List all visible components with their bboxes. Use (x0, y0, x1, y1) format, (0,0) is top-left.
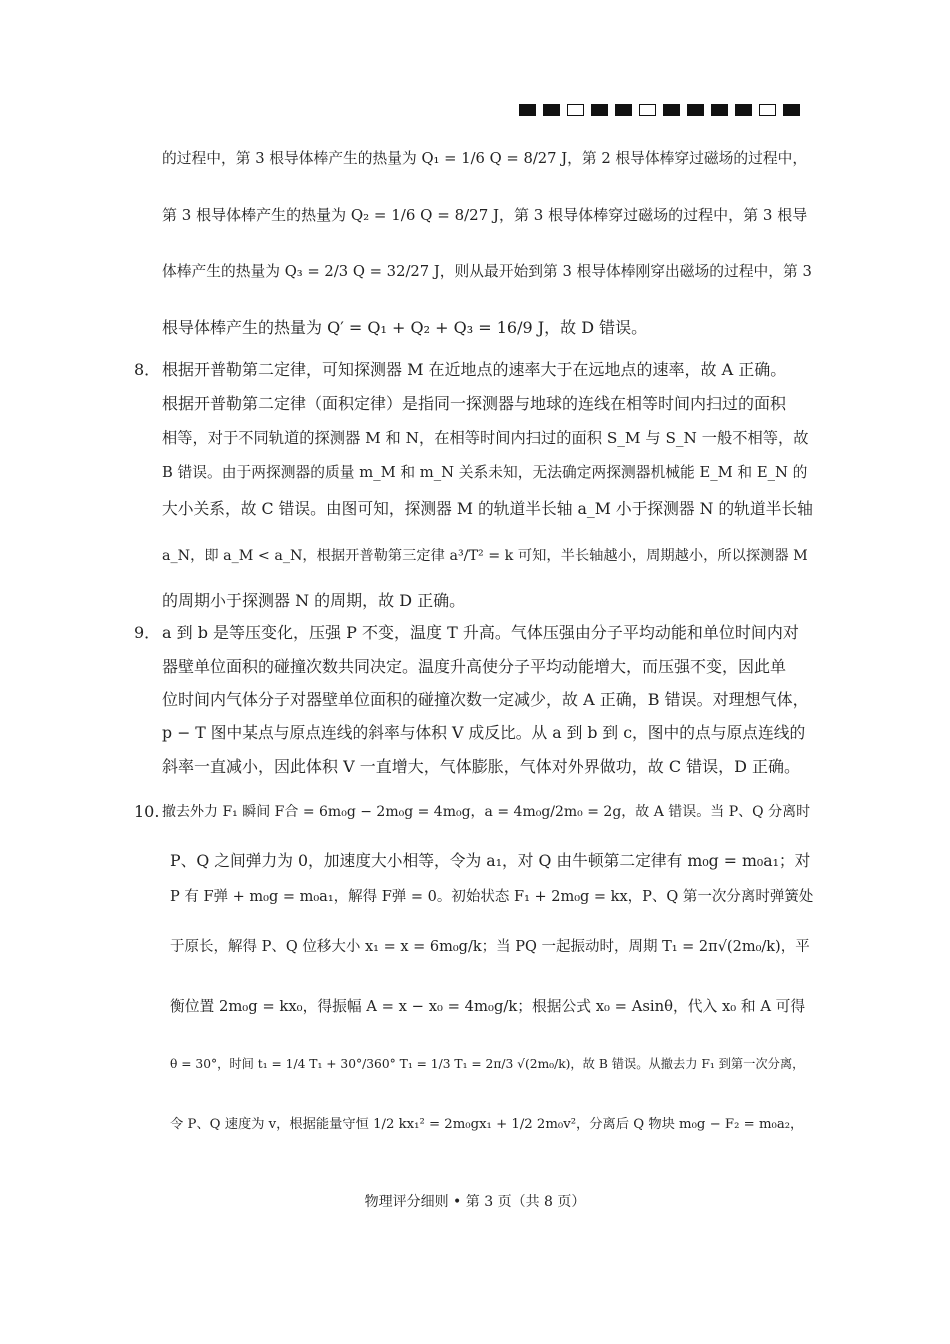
filled-square-mark (687, 104, 704, 116)
text-line: 斜率一直减小，因此体积 V 一直增大，气体膨胀，气体对外界做功，故 C 错误，D 正确。 (162, 757, 801, 776)
hollow-square-mark (567, 104, 584, 116)
text-line: 根据开普勒第二定律，可知探测器 M 在近地点的速率大于在远地点的速率，故 A 正确。 (162, 360, 787, 379)
filled-square-mark (591, 104, 608, 116)
filled-square-mark (519, 104, 536, 116)
text-line: 的周期小于探测器 N 的周期，故 D 正确。 (162, 591, 466, 610)
text-line: 体棒产生的热量为 Q₃ = 2/3 Q = 32/27 J，则从最开始到第 3 根导体棒刚穿出磁场的过程中，第 3 (162, 263, 812, 280)
text-line: 根据开普勒第二定律（面积定律）是指同一探测器与地球的连线在相等时间内扫过的面积 (162, 394, 787, 413)
page-footer: 物理评分细则 • 第 3 页（共 8 页） (364, 1194, 586, 1210)
text-line: 衡位置 2m₀g = kx₀，得振幅 A = x − x₀ = 4m₀g/k；根据公式 x₀ = Asinθ，代入 x₀ 和 A 可得 (170, 998, 806, 1015)
num-q8: 8． (134, 360, 161, 379)
text-line: B 错误。由于两探测器的质量 m_M 和 m_N 关系未知，无法确定两探测器机械能 E_M 和 E_N 的 (162, 464, 808, 481)
text-line: 第 3 根导体棒产生的热量为 Q₂ = 1/6 Q = 8/27 J，第 3 根导体棒穿过磁场的过程中，第 3 根导 (162, 206, 808, 224)
num-q9: 9． (134, 623, 161, 642)
text-line: θ = 30°，时间 t₁ = 1/4 T₁ + 30°/360° T₁ = 1/3 T₁ = 2π/3 √(2m₀/k)，故 B 错误。从撤去力 F₁ 到第一次分离， (170, 1057, 805, 1071)
text-line: 相等，对于不同轨道的探测器 M 和 N，在相等时间内扫过的面积 S_M 与 S_N 一般不相等，故 (162, 429, 809, 447)
text-line: 大小关系，故 C 错误。由图可知，探测器 M 的轨道半长轴 a_M 小于探测器 N 的轨道半长轴 (162, 499, 813, 518)
filled-square-mark (783, 104, 800, 116)
text-line: 的过程中，第 3 根导体棒产生的热量为 Q₁ = 1/6 Q = 8/27 J，第 2 根导体棒穿过磁场的过程中， (162, 150, 808, 167)
text-line: p − T 图中某点与原点连线的斜率与体积 V 成反比。从 a 到 b 到 c，图中的点与原点连线的 (162, 723, 806, 742)
filled-square-mark (543, 104, 560, 116)
text-line: 器壁单位面积的碰撞次数共同决定。温度升高使分子平均动能增大，而压强不变，因此单 (162, 657, 787, 676)
text-line: 撤去外力 F₁ 瞬间 F合 = 6m₀g − 2m₀g = 4m₀g，a = 4m₀g/2m₀ = 2g，故 A 错误。当 P、Q 分离时 (162, 804, 811, 820)
hollow-square-mark (639, 104, 656, 116)
text-line: 位时间内气体分子对器壁单位面积的碰撞次数一定减少，故 A 正确，B 错误。对理想气体， (162, 690, 809, 709)
text-line: a 到 b 是等压变化，压强 P 不变，温度 T 升高。气体压强由分子平均动能和单位时间内对 (162, 623, 799, 642)
text-line: P 有 F弹 + m₀g = m₀a₁，解得 F弹 = 0。初始状态 F₁ + 2m₀g = kx，P、Q 第一次分离时弹簧处 (170, 889, 814, 905)
filled-square-mark (663, 104, 680, 116)
filled-square-mark (711, 104, 728, 116)
text-line: a_N，即 a_M < a_N，根据开普勒第三定律 a³/T² = k 可知，半长轴越小，周期越小，所以探测器 M (162, 548, 808, 564)
filled-square-mark (735, 104, 752, 116)
text-line: 于原长，解得 P、Q 位移大小 x₁ = x = 6m₀g/k；当 PQ 一起振动时，周期 T₁ = 2π√(2m₀/k)，平 (170, 939, 810, 955)
filled-square-mark (615, 104, 632, 116)
text-line: 根导体棒产生的热量为 Q′ = Q₁ + Q₂ + Q₃ = 16/9 J，故 D 错误。 (162, 318, 648, 337)
hollow-square-mark (759, 104, 776, 116)
text-line: 令 P、Q 速度为 v，根据能量守恒 1/2 kx₁² = 2m₀gx₁ + 1/2 2m₀v²，分离后 Q 物块 m₀g − F₂ = m₀a₂， (170, 1117, 804, 1132)
num-q10: 10. (134, 802, 160, 821)
text-line: P、Q 之间弹力为 0，加速度大小相等，令为 a₁，对 Q 由牛顿第二定律有 m₀g = m₀a₁；对 (170, 851, 811, 870)
header-marks (519, 104, 800, 116)
